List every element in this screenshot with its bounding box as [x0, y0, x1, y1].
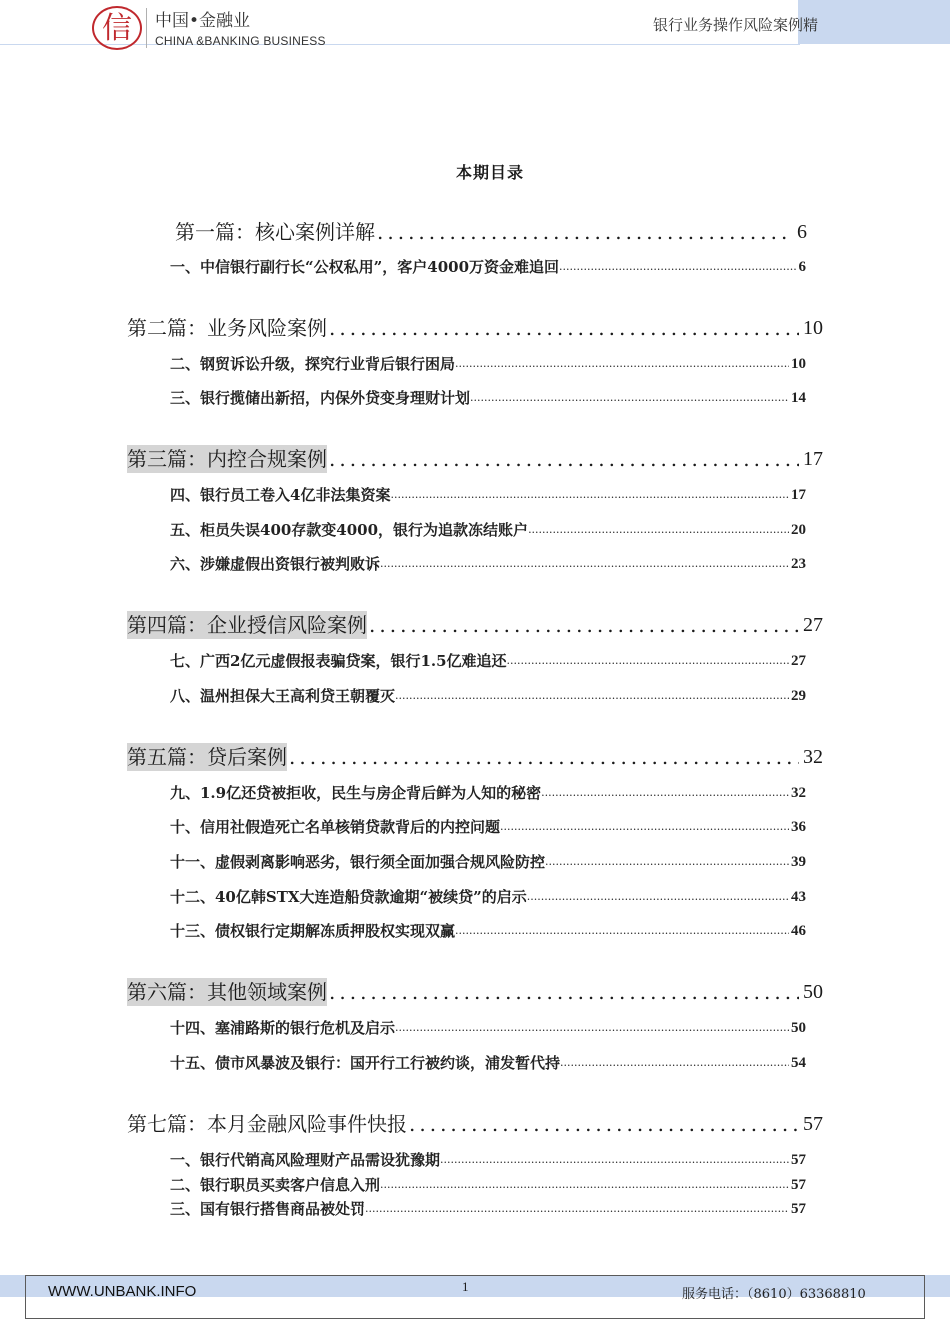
part-page: 27 [803, 614, 823, 636]
item-text: 三、国有银行搭售商品被处罚 [170, 1200, 366, 1218]
leader-dots [455, 353, 789, 375]
item-page: 46 [791, 923, 806, 939]
leader-dots [329, 314, 799, 342]
leader-dots [440, 1149, 789, 1171]
leader-dots [470, 387, 789, 409]
item-page: 57 [791, 1177, 806, 1193]
toc-item[interactable] [170, 920, 806, 942]
item-page: 27 [791, 653, 806, 669]
item-text: 一、中信银行副行长“公权私用”，客户4000万资金难追回 [170, 258, 560, 276]
toc-part-6[interactable] [127, 978, 823, 1006]
part-page: 10 [803, 317, 823, 339]
toc-title: 本期目录 [455, 163, 524, 182]
item-page: 6 [798, 259, 806, 275]
header-accent-block [798, 0, 950, 44]
leader-dots [528, 519, 789, 541]
item-page: 17 [791, 487, 806, 503]
item-page: 39 [791, 854, 806, 870]
toc-part-2[interactable] [127, 314, 823, 342]
toc-part-1[interactable] [175, 218, 807, 246]
toc-item[interactable] [170, 553, 806, 575]
toc-item[interactable] [170, 353, 806, 375]
item-text: 十三、债权银行定期解冻质押股权实现双赢 [170, 922, 456, 940]
part-label: 第三篇：内控合规案例 [127, 447, 327, 471]
leader-dots [545, 851, 789, 873]
item-text: 十四、塞浦路斯的银行危机及启示 [170, 1019, 396, 1037]
footer-phone: 服务电话：（8610）63368810 [682, 1287, 866, 1302]
part-page: 57 [803, 1113, 823, 1135]
item-page: 36 [791, 819, 806, 835]
item-page: 50 [791, 1020, 806, 1036]
item-text: 十、信用社假造死亡名单核销贷款背后的内控问题 [170, 818, 501, 836]
item-text: 七、广西2亿元虚假报表骗贷案，银行1.5亿难追还 [170, 652, 507, 670]
leader-dots [395, 685, 789, 707]
item-text: 十二、40亿韩STX大连造船贷款逾期“被续贷”的启示 [170, 888, 527, 906]
part-page: 50 [803, 981, 823, 1003]
toc-part-5[interactable] [127, 743, 823, 771]
part-label: 第六篇：其他领域案例 [127, 980, 327, 1004]
leader-dots [329, 445, 799, 473]
item-text: 二、银行职员买卖客户信息入刑 [170, 1176, 381, 1194]
item-text: 十一、虚假剥离影响恶劣，银行须全面加强合规风险防控 [170, 853, 546, 871]
item-text: 八、温州担保大王高利贷王朝覆灭 [170, 687, 396, 705]
leader-dots [380, 553, 789, 575]
item-text: 五、柜员失误400存款变4000，银行为追款冻结账户 [170, 521, 529, 539]
item-text: 二、钢贸诉讼升级，探究行业背后银行困局 [170, 355, 456, 373]
toc-item[interactable] [170, 685, 806, 707]
toc-item[interactable] [170, 816, 806, 838]
item-page: 57 [791, 1152, 806, 1168]
toc-item[interactable] [170, 1017, 806, 1039]
leader-dots [560, 1052, 789, 1074]
part-page: 17 [803, 448, 823, 470]
part-label: 第五篇：贷后案例 [127, 745, 287, 769]
item-page: 10 [791, 356, 806, 372]
leader-dots [329, 978, 799, 1006]
toc-item[interactable] [170, 886, 806, 908]
leader-dots [395, 1017, 789, 1039]
toc-part-7[interactable] [127, 1110, 823, 1138]
logo-icon: 信 [92, 6, 142, 50]
leader-dots [455, 920, 789, 942]
leader-dots [500, 816, 789, 838]
toc-item[interactable] [170, 650, 806, 672]
item-text: 四、银行员工卷入4亿非法集资案 [170, 486, 391, 504]
leader-dots [507, 650, 789, 672]
brand-name-cn: 中国•金融业 [155, 11, 251, 31]
leader-dots [390, 484, 789, 506]
toc-item[interactable] [170, 782, 806, 804]
item-text: 六、涉嫌虚假出资银行被判败诉 [170, 555, 381, 573]
header-divider [146, 8, 147, 48]
item-text: 一、银行代销高风险理财产品需设犹豫期 [170, 1151, 441, 1169]
item-text: 九、1.9亿还贷被拒收，民生与房企背后鲜为人知的秘密 [170, 784, 542, 802]
toc-item[interactable] [170, 851, 806, 873]
item-page: 43 [791, 889, 806, 905]
item-page: 29 [791, 688, 806, 704]
item-page: 32 [791, 785, 806, 801]
part-label: 第二篇：业务风险案例 [127, 316, 327, 340]
toc-item[interactable] [170, 387, 806, 409]
toc-part-4[interactable] [127, 611, 823, 639]
toc-item[interactable] [170, 1198, 806, 1220]
item-page: 54 [791, 1055, 806, 1071]
toc-item[interactable] [170, 1174, 806, 1196]
leader-dots [380, 1174, 789, 1196]
toc-item[interactable] [170, 484, 806, 506]
toc-item[interactable] [170, 519, 806, 541]
item-text: 十五、债市风暴波及银行：国开行工行被约谈，浦发暂代持 [170, 1054, 561, 1072]
footer-website-link[interactable]: WWW.UNBANK.INFO [48, 1283, 197, 1300]
item-page: 57 [791, 1201, 806, 1217]
toc-part-3[interactable] [127, 445, 823, 473]
document-title: 银行业务操作风险案例精 [652, 16, 818, 34]
toc-item[interactable] [170, 256, 806, 278]
item-page: 14 [791, 390, 806, 406]
part-label: 第四篇：企业授信风险案例 [127, 613, 367, 637]
item-page: 23 [791, 556, 806, 572]
part-label: 第一篇：核心案例详解 [175, 220, 375, 244]
leader-dots [365, 1198, 789, 1220]
toc-item[interactable] [170, 1052, 806, 1074]
part-page: 32 [803, 746, 823, 768]
item-text: 三、银行揽储出新招，内保外贷变身理财计划 [170, 389, 471, 407]
leader-dots [369, 611, 799, 639]
item-page: 20 [791, 522, 806, 538]
part-page: 6 [797, 221, 807, 243]
brand-name-en: CHINA &BANKING BUSINESS [155, 34, 326, 48]
page-number: 1 [462, 1279, 469, 1294]
leader-dots [377, 218, 793, 246]
leader-dots [409, 1110, 799, 1138]
leader-dots [559, 256, 796, 278]
toc-item[interactable] [170, 1149, 806, 1171]
leader-dots [541, 782, 789, 804]
leader-dots [289, 743, 799, 771]
leader-dots [527, 886, 789, 908]
part-label: 第七篇：本月金融风险事件快报 [127, 1112, 407, 1136]
